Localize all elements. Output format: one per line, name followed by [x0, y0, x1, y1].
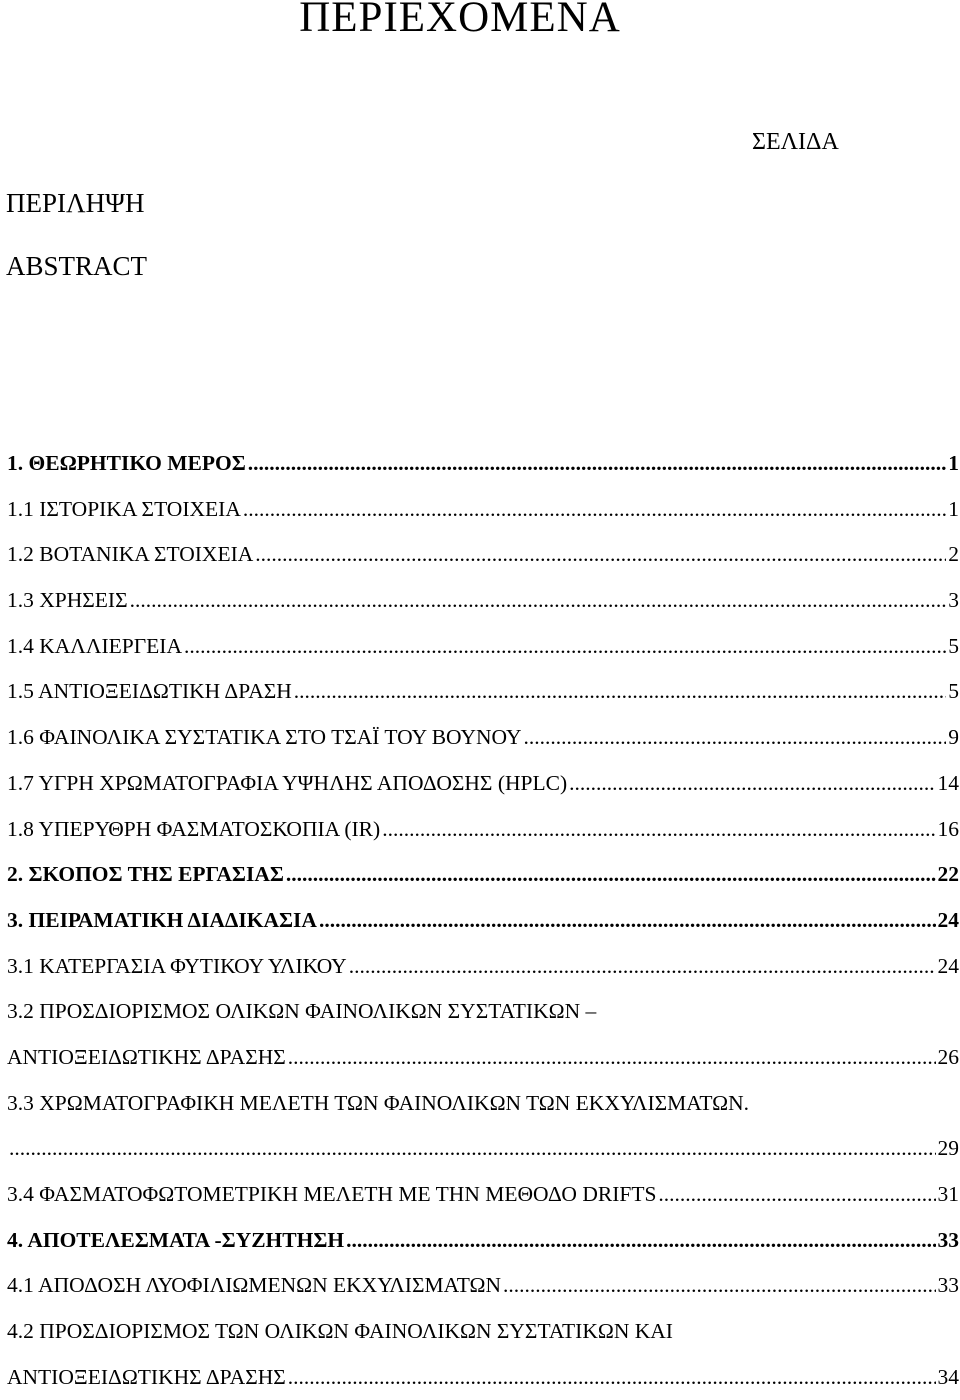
toc-entry-page: 29: [937, 1136, 959, 1161]
dot-leader: [524, 715, 947, 761]
dot-leader: [243, 487, 946, 533]
table-of-contents: [7, 441, 959, 1400]
toc-entry-3-1[interactable]: [7, 944, 959, 990]
toc-entry-3-4[interactable]: [7, 1172, 959, 1218]
dot-leader: [184, 624, 946, 670]
dot-leader: [130, 578, 947, 624]
toc-entry-1-7[interactable]: [7, 761, 959, 807]
toc-entry-title: 3.4 ΦΑΣΜΑΤΟΦΩΤΟΜΕΤΡΙΚΗ ΜΕΛΕΤΗ ΜΕ ΤΗΝ ΜΕΘΟΔΟ DRIFTS: [7, 1182, 657, 1206]
toc-entry-title: 2. ΣΚΟΠΟΣ ΤΗΣ ΕΡΓΑΣΙΑΣ: [7, 862, 284, 887]
dot-leader: [288, 1355, 936, 1400]
dot-leader: [288, 1035, 936, 1081]
toc-entry-4-1[interactable]: [7, 1263, 959, 1309]
toc-entry-1-5[interactable]: [7, 669, 959, 715]
toc-entry-chapter-4[interactable]: [7, 1218, 959, 1264]
toc-entry-3-3-continued[interactable]: [7, 1126, 959, 1172]
front-matter-abstract-english[interactable]: ABSTRACT: [6, 251, 148, 281]
toc-entry-chapter-2[interactable]: [7, 852, 959, 898]
dot-leader: [286, 852, 936, 898]
toc-entry-page: 34: [937, 1364, 959, 1389]
toc-entry-title-line2: ΑΝΤΙΟΞΕΙΔΩΤΙΚΗΣ ΔΡΑΣΗΣ: [7, 1364, 286, 1389]
toc-entry-title-line1: 3.3 ΧΡΩΜΑΤΟΓΡΑΦΙΚΗ ΜΕΛΕΤΗ ΤΩΝ ΦΑΙΝΟΛΙΚΩΝ ΤΩΝ ΕΚΧΥΛΙΣΜΑΤΩΝ.: [7, 1090, 750, 1115]
dot-leader: [503, 1263, 935, 1309]
toc-entry-page: 5: [948, 633, 959, 658]
dot-leader: [248, 441, 946, 487]
toc-entry-page: 24: [937, 907, 959, 932]
toc-entry-title: 1.1 ΙΣΤΟΡΙΚΑ ΣΤΟΙΧΕΙΑ: [7, 496, 241, 521]
dot-leader: [349, 944, 936, 990]
toc-entry-title: 1.4 ΚΑΛΛΙΕΡΓΕΙΑ: [7, 633, 182, 658]
toc-entry-page: 22: [937, 862, 959, 887]
toc-entry-3-3[interactable]: [7, 1081, 959, 1127]
dot-leader: [319, 898, 936, 944]
toc-entry-page: 31: [937, 1182, 959, 1206]
page-column-label: ΣΕΛΙΔΑ: [752, 129, 839, 155]
toc-entry-title: 4. ΑΠΟΤΕΛΕΣΜΑΤΑ -ΣΥΖΗΤΗΣΗ: [7, 1227, 345, 1252]
toc-entry-1-3[interactable]: [7, 578, 959, 624]
toc-entry-page: 9: [948, 725, 959, 750]
dot-leader: [569, 761, 935, 807]
toc-entry-1-4[interactable]: [7, 624, 959, 670]
toc-entry-chapter-1[interactable]: [7, 441, 959, 487]
toc-entry-chapter-3[interactable]: [7, 898, 959, 944]
toc-entry-4-2-continued[interactable]: [7, 1355, 959, 1400]
toc-entry-page: 1: [948, 451, 959, 475]
toc-entry-title: 1.5 ΑΝΤΙΟΞΕΙΔΩΤΙΚΗ ΔΡΑΣΗ: [7, 679, 292, 704]
toc-entry-3-2-continued[interactable]: [7, 1035, 959, 1081]
toc-entry-title: 4.1 ΑΠΟΔΟΣΗ ΛΥΟΦΙΛΙΩΜΕΝΩΝ ΕΚΧΥΛΙΣΜΑΤΩΝ: [7, 1273, 502, 1298]
toc-entry-title-line1: 3.2 ΠΡΟΣΔΙΟΡΙΣΜΟΣ ΟΛΙΚΩΝ ΦΑΙΝΟΛΙΚΩΝ ΣΥΣΤΑΤΙΚΩΝ –: [7, 999, 597, 1024]
toc-entry-page: 16: [937, 816, 959, 841]
dot-leader: [9, 1126, 936, 1172]
toc-entry-title: 1.7 ΥΓΡΗ ΧΡΩΜΑΤΟΓΡΑΦΙΑ ΥΨΗΛΗΣ ΑΠΟΔΟΣΗΣ (HPLC): [7, 770, 568, 795]
toc-entry-page: 33: [937, 1227, 959, 1252]
dot-leader: [346, 1218, 935, 1264]
toc-entry-page: 14: [937, 770, 959, 795]
toc-entry-3-2[interactable]: [7, 989, 959, 1035]
toc-entry-title: 1.6 ΦΑΙΝΟΛΙΚΑ ΣΥΣΤΑΤΙΚΑ ΣΤΟ ΤΣΑΪ ΤΟΥ ΒΟΥΝΟΥ: [7, 725, 522, 750]
toc-entry-title: 1.3 ΧΡΗΣΕΙΣ: [7, 588, 128, 613]
toc-entry-title: 1. ΘΕΩΡΗΤΙΚΟ ΜΕΡΟΣ: [7, 451, 246, 475]
page-title: ΠΕΡΙΕΧΟΜΕΝΑ: [299, 0, 621, 41]
toc-entry-title: 1.2 ΒΟΤΑΝΙΚΑ ΣΤΟΙΧΕΙΑ: [7, 542, 254, 567]
toc-entry-title-line1: 4.2 ΠΡΟΣΔΙΟΡΙΣΜΟΣ ΤΩΝ ΟΛΙΚΩΝ ΦΑΙΝΟΛΙΚΩΝ ΣΥΣΤΑΤΙΚΩΝ ΚΑΙ: [7, 1319, 673, 1344]
toc-entry-page: 1: [948, 496, 959, 521]
toc-entry-page: 5: [948, 679, 959, 704]
toc-entry-1-1[interactable]: [7, 487, 959, 533]
toc-entry-page: 24: [937, 953, 959, 978]
toc-entry-title: 3. ΠΕΙΡΑΜΑΤΙΚΗ ΔΙΑΔΙΚΑΣΙΑ: [7, 907, 317, 932]
dot-leader: [255, 532, 946, 578]
toc-entry-page: 2: [948, 542, 959, 567]
toc-entry-title-line2: ΑΝΤΙΟΞΕΙΔΩΤΙΚΗΣ ΔΡΑΣΗΣ: [7, 1044, 286, 1069]
toc-entry-page: 3: [948, 588, 959, 613]
toc-entry-1-6[interactable]: [7, 715, 959, 761]
toc-entry-1-2[interactable]: [7, 532, 959, 578]
dot-leader: [382, 807, 935, 853]
toc-entry-title: 3.1 ΚΑΤΕΡΓΑΣΙΑ ΦΥΤΙΚΟΥ ΥΛΙΚΟΥ: [7, 953, 347, 978]
toc-entry-4-2[interactable]: [7, 1309, 959, 1355]
dot-leader: [658, 1172, 935, 1218]
toc-entry-title: 1.8 ΥΠΕΡΥΘΡΗ ΦΑΣΜΑΤΟΣΚΟΠΙΑ (IR): [7, 816, 381, 841]
front-matter-abstract-greek[interactable]: ΠΕΡΙΛΗΨΗ: [6, 188, 145, 218]
dot-leader: [294, 669, 946, 715]
toc-entry-page: 33: [937, 1273, 959, 1298]
toc-entry-page: 26: [937, 1044, 959, 1069]
toc-entry-1-8[interactable]: [7, 807, 959, 853]
